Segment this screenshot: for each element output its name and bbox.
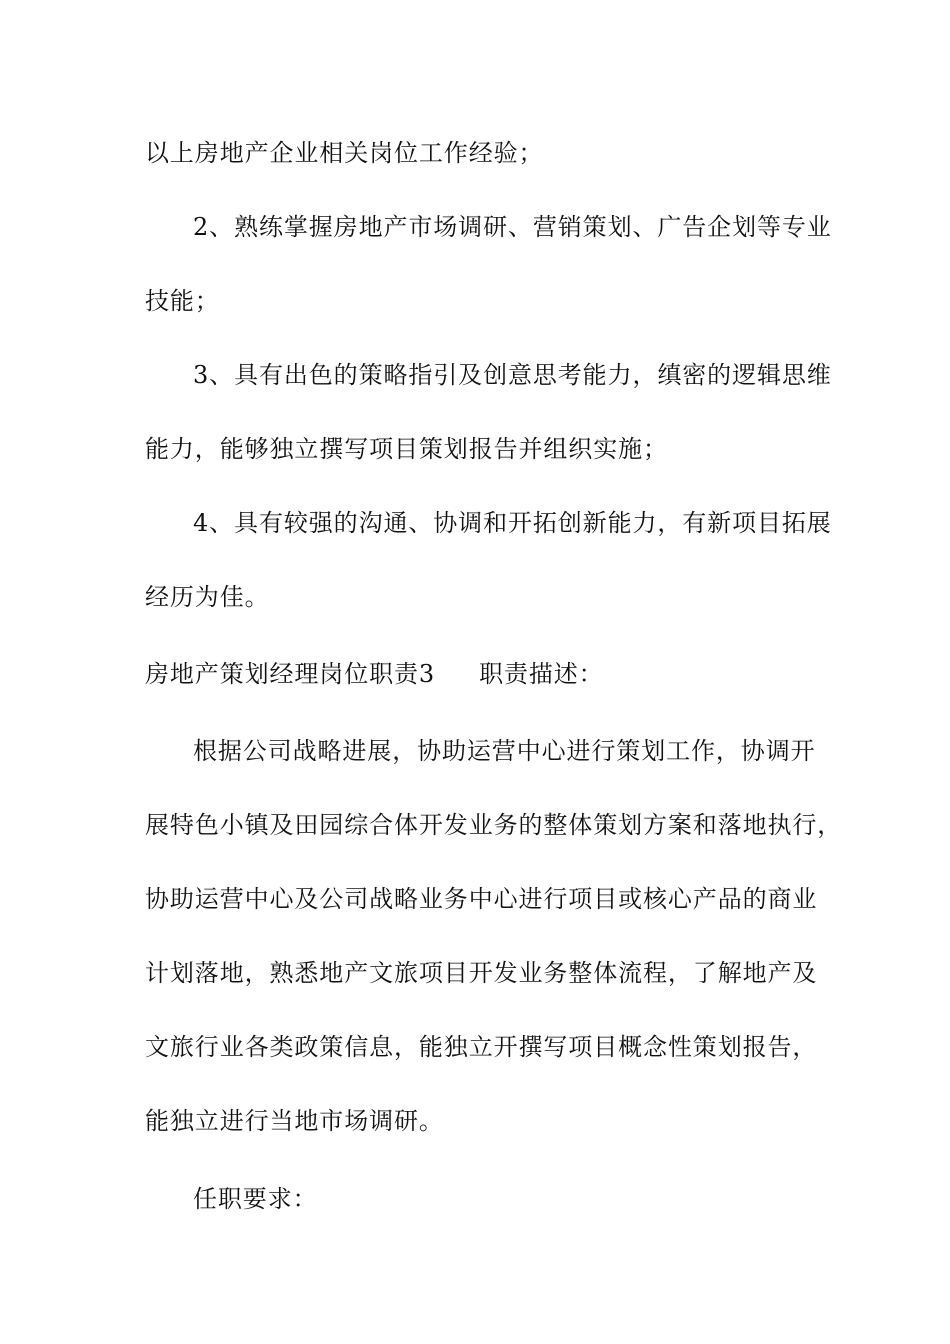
- paragraph-line: 以上房地产企业相关岗位工作经验；: [145, 139, 544, 167]
- paragraph-line: 计划落地，熟悉地产文旅项目开发业务整体流程，了解地产及: [145, 959, 818, 987]
- paragraph-line: 根据公司战略进展，协助运营中心进行策划工作，协调开: [193, 737, 816, 765]
- paragraph-line: 3、具有出色的策略指引及创意思考能力，缜密的逻辑思维: [193, 361, 832, 389]
- paragraph-line: 能独立进行当地市场调研。: [145, 1107, 444, 1135]
- paragraph-line: 展特色小镇及田园综合体开发业务的整体策划方案和落地执行，: [145, 811, 843, 839]
- section-heading-line: [145, 658, 604, 690]
- section-subheading: 职责描述：: [479, 660, 604, 688]
- paragraph-line: 任职要求：: [193, 1185, 318, 1213]
- paragraph-line: 2、熟练掌握房地产市场调研、营销策划、广告企划等专业: [193, 213, 832, 241]
- paragraph-line: 文旅行业各类政策信息，能独立开撰写项目概念性策划报告，: [145, 1033, 818, 1061]
- paragraph-line: 经历为佳。: [145, 583, 270, 611]
- paragraph-line: 协助运营中心及公司战略业务中心进行项目或核心产品的商业: [145, 885, 818, 913]
- section-heading: 房地产策划经理岗位职责3: [145, 660, 436, 688]
- paragraph-line: 4、具有较强的沟通、协调和开拓创新能力，有新项目拓展: [193, 509, 832, 537]
- paragraph-line: 技能；: [145, 287, 220, 315]
- paragraph-line: 能力，能够独立撰写项目策划报告并组织实施；: [145, 435, 668, 463]
